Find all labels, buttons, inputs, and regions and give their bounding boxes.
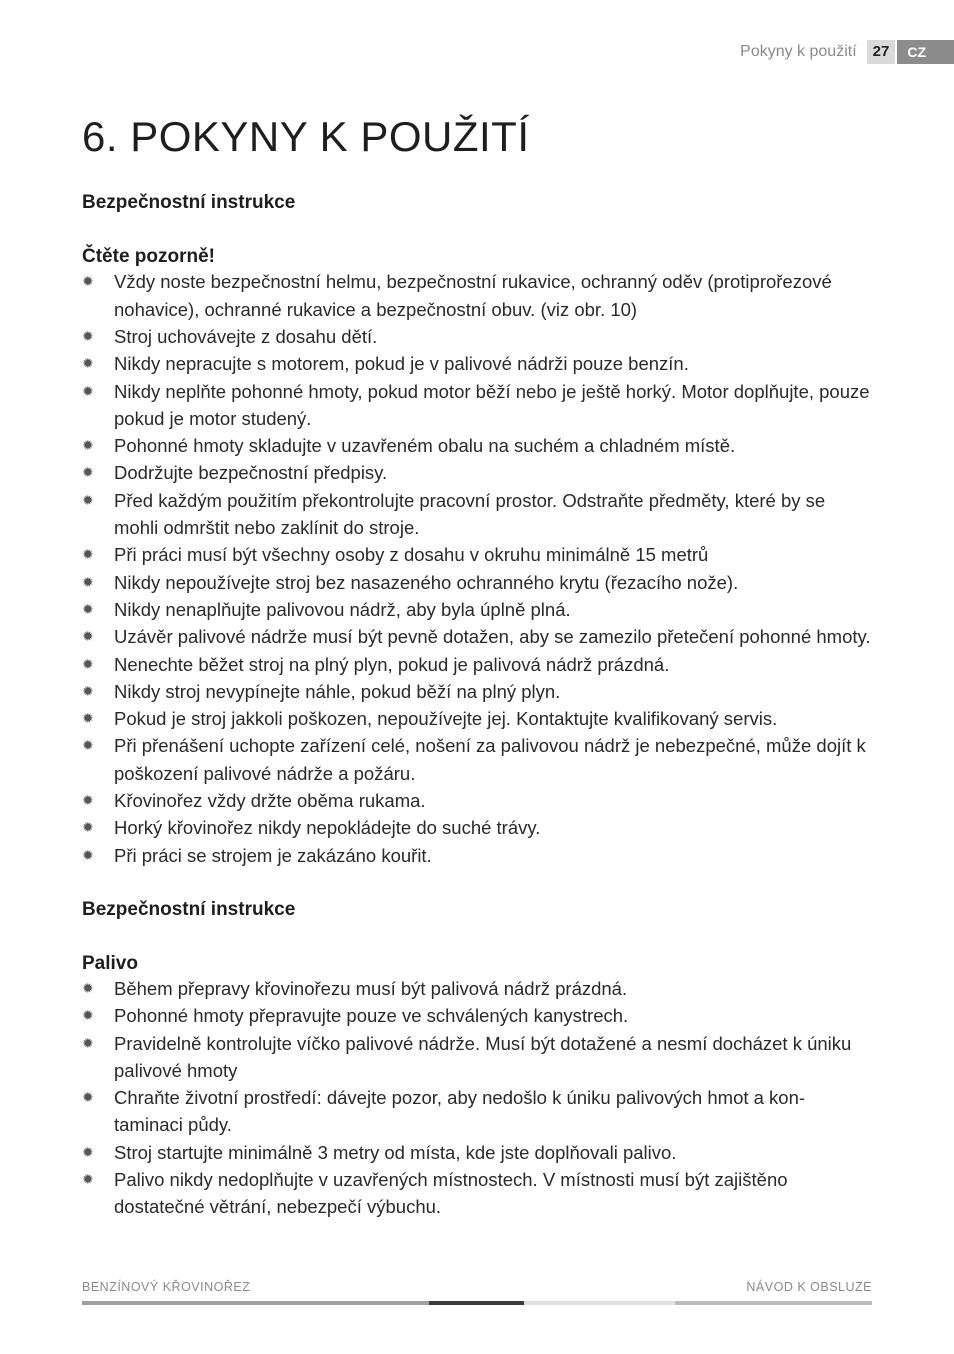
- list-item-text: Během přepravy křovinořezu musí být palivová nádrž prázdná.: [114, 977, 628, 999]
- gear-bullet-icon: ✹: [82, 273, 94, 290]
- list-item: [82, 842, 872, 869]
- list-item-text: Vždy noste bezpečnostní helmu, bezpečnostní rukavice, ochranný oděv (protiprořezové nohavice), ochranné rukavice a bezpečnostní obuv. (viz obr. 10): [114, 271, 832, 320]
- list-item-text: Stroj uchovávejte z dosahu dětí.: [114, 325, 378, 347]
- gear-bullet-icon: ✹: [82, 491, 94, 508]
- gear-bullet-icon: ✹: [82, 327, 94, 344]
- list-item: [82, 323, 872, 350]
- list-item-text: Před každým použitím překontrolujte pracovní prostor. Odstraňte předměty, které by se mohli odmrštit nebo zaklínit do stroje.: [114, 489, 826, 539]
- page-header: [740, 40, 954, 64]
- safety-instructions-list: [82, 268, 872, 869]
- list-item-text: Pohonné hmoty přepravujte pouze ve schválených kanystrech.: [114, 1005, 629, 1027]
- gear-bullet-icon: ✹: [82, 1034, 94, 1051]
- gear-bullet-icon: ✹: [82, 628, 94, 645]
- list-item-text: Nikdy nenaplňujte palivovou nádrž, aby byla úplně plná.: [114, 598, 571, 620]
- gear-bullet-icon: ✹: [82, 710, 94, 727]
- list-item: [82, 1139, 872, 1166]
- list-item-text: Nikdy nepracujte s motorem, pokud je v palivové nádrži pouze benzín.: [114, 353, 689, 375]
- page-content: [82, 112, 872, 1221]
- gear-bullet-icon: ✹: [82, 846, 94, 863]
- footer-bar-segment: [675, 1301, 872, 1305]
- footer-product-name: BENZÍNOVÝ KŘOVINOŘEZ: [82, 1280, 251, 1294]
- list-item: [82, 814, 872, 841]
- fuel-instructions-list: [82, 975, 872, 1221]
- list-item-text: Dodržujte bezpečnostní předpisy.: [114, 462, 388, 484]
- header-section-name: Pokyny k použití: [740, 43, 857, 60]
- list-item: [82, 623, 872, 650]
- list-item: [82, 541, 872, 568]
- gear-bullet-icon: ✹: [82, 1143, 94, 1160]
- gear-bullet-icon: ✹: [82, 600, 94, 617]
- gear-bullet-icon: ✹: [82, 355, 94, 372]
- list-item: [82, 459, 872, 486]
- gear-bullet-icon: ✹: [82, 1007, 94, 1024]
- list-item: [82, 1084, 872, 1139]
- list-item-text: Při práci musí být všechny osoby z dosahu v okruhu minimálně 15 metrů: [114, 544, 709, 566]
- gear-bullet-icon: ✹: [82, 819, 94, 836]
- list-item-text: Pravidelně kontrolujte víčko palivové nádrže. Musí být dotažené a nesmí docházet k úniku palivové hmoty: [114, 1032, 852, 1081]
- list-item-text: Uzávěr palivové nádrže musí být pevně dotažen, aby se zamezilo přetečení pohonné hmoty.: [114, 626, 871, 648]
- list-item-text: Nenechte běžet stroj na plný plyn, pokud je palivová nádrž prázdná.: [114, 653, 670, 675]
- list-item: [82, 732, 872, 787]
- section-heading-safety-fuel: Bezpečnostní instrukce: [82, 898, 296, 920]
- list-item: [82, 350, 872, 377]
- gear-bullet-icon: ✹: [82, 437, 94, 454]
- list-item-text: Pohonné hmoty skladujte v uzavřeném obalu na suchém a chladném místě.: [114, 435, 736, 457]
- list-item-text: Stroj startujte minimálně 3 metry od místa, kde jste doplňovali palivo.: [114, 1141, 677, 1163]
- language-badge: CZ: [897, 40, 954, 64]
- list-item: [82, 268, 872, 323]
- list-item-text: Horký křovinořez nikdy nepokládejte do suché trávy.: [114, 817, 541, 839]
- gear-bullet-icon: ✹: [82, 573, 94, 590]
- list-item: [82, 651, 872, 678]
- footer-bar-segment: [429, 1301, 524, 1305]
- gear-bullet-icon: ✹: [82, 546, 94, 563]
- list-item: [82, 596, 872, 623]
- footer-bar-segment: [82, 1301, 429, 1305]
- gear-bullet-icon: ✹: [82, 464, 94, 481]
- list-item-text: Nikdy neplňte pohonné hmoty, pokud motor běží nebo je ještě horký. Motor doplňujte, pouze pokud je motor studený.: [114, 380, 870, 429]
- list-item: [82, 1002, 872, 1029]
- list-item: [82, 678, 872, 705]
- gear-bullet-icon: ✹: [82, 382, 94, 399]
- list-item: [82, 1166, 872, 1221]
- section-subheading-fuel: Palivo: [82, 952, 138, 974]
- gear-bullet-icon: ✹: [82, 1171, 94, 1187]
- gear-bullet-icon: ✹: [82, 737, 94, 754]
- list-item: [82, 569, 872, 596]
- list-item-text: Palivo nikdy nedoplňujte v uzavřených místnostech. V místnosti musí být zajištěno dostatečné větrání, nebezpečí výbuchu.: [114, 1169, 788, 1218]
- list-item: [82, 1030, 872, 1085]
- list-item-text: Při práci se strojem je zakázáno kouřit.: [114, 844, 432, 866]
- footer-manual-name: NÁVOD K OBSLUZE: [746, 1280, 872, 1294]
- gear-bullet-icon: ✹: [82, 1089, 94, 1106]
- list-item-text: Nikdy nepoužívejte stroj bez nasazeného ochranného krytu (řezacího nože).: [114, 571, 739, 593]
- list-item: [82, 432, 872, 459]
- page-title: 6. POKYNY K POUŽITÍ: [82, 113, 530, 160]
- list-item: [82, 705, 872, 732]
- list-item: [82, 378, 872, 433]
- gear-bullet-icon: ✹: [82, 655, 94, 672]
- list-item-text: Křovinořez vždy držte oběma rukama.: [114, 790, 426, 812]
- section-heading-safety: Bezpečnostní instrukce: [82, 192, 296, 214]
- list-item-text: Nikdy stroj nevypínejte náhle, pokud běží na plný plyn.: [114, 680, 561, 702]
- footer-bar-segment: [524, 1301, 675, 1305]
- list-item: [82, 487, 872, 542]
- list-item-text: Při přenášení uchopte zařízení celé, nošení za palivovou nádrž je nebezpečné, může dojít k poškození palivové nádrže a požáru.: [114, 735, 866, 784]
- list-item-text: Chraňte životní prostředí: dávejte pozor, aby nedošlo k úniku palivových hmot a kon-taminaci půdy.: [114, 1087, 806, 1136]
- page-number: 27: [867, 40, 896, 64]
- list-item: [82, 975, 872, 1002]
- list-item-text: Pokud je stroj jakkoli poškozen, nepoužívejte jej. Kontaktujte kvalifikovaný servis.: [114, 708, 778, 730]
- gear-bullet-icon: ✹: [82, 682, 94, 699]
- gear-bullet-icon: ✹: [82, 979, 94, 996]
- section-subheading-read-carefully: Čtěte pozorně!: [82, 246, 215, 268]
- list-item: [82, 787, 872, 814]
- footer-divider-bar: [82, 1301, 872, 1305]
- gear-bullet-icon: ✹: [82, 792, 94, 809]
